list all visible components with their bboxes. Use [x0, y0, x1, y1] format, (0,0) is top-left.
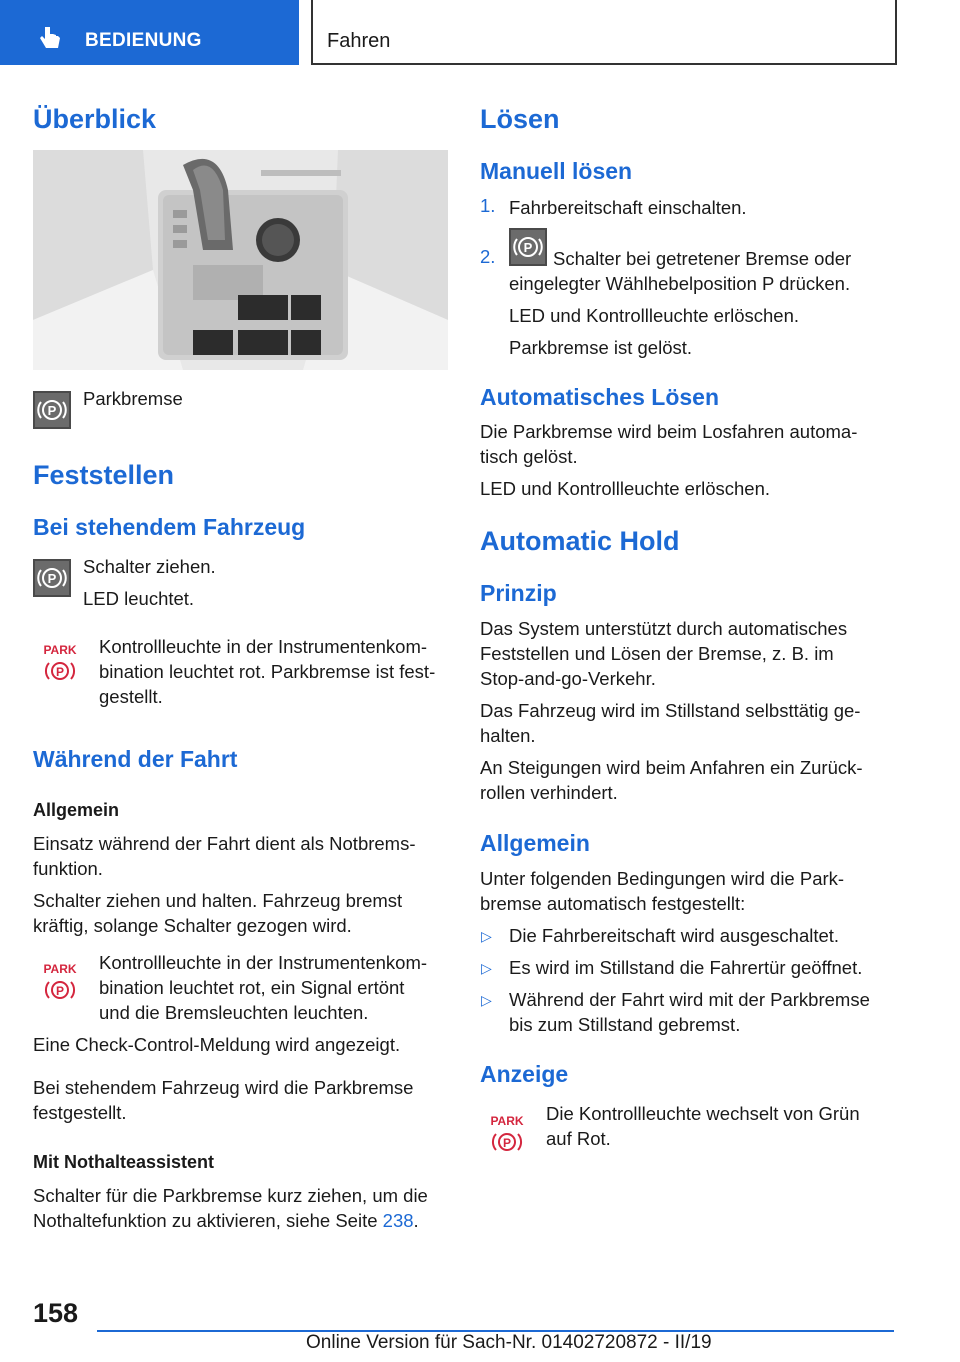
auto-loesen-heading: Automatisches Lösen: [480, 384, 719, 410]
schalter-line-1: Schalter ziehen und halten. Fahrzeug bremst: [33, 890, 403, 911]
step-1-number: 1.: [480, 195, 496, 216]
bullet-3-line-1: Während der Fahrt wird mit der Parkbremse: [509, 989, 870, 1010]
manuell-heading: Manuell lösen: [480, 158, 633, 184]
svg-text:PARK: PARK: [43, 643, 77, 657]
bullet-2: Es wird im Stillstand die Fahrertür geöffnet.: [509, 957, 863, 978]
chapter-label: Fahren: [327, 30, 391, 52]
bullet-marker: ▷: [481, 928, 492, 944]
svg-text:P: P: [523, 240, 533, 255]
svg-text:P: P: [55, 665, 65, 679]
allgemein-line-1: Unter folgenden Bedingungen wird die Park‐: [480, 868, 845, 889]
park-warning-light-icon: [487, 1114, 527, 1154]
anzeige-line-2: auf Rot.: [546, 1128, 611, 1149]
prinzip-line-1: Das System unterstützt durch automatisches: [480, 618, 848, 639]
bullet-marker: ▷: [481, 960, 492, 976]
anzeige-line-1: Die Kontrollleuchte wechselt von Grün: [546, 1103, 860, 1124]
parking-brake-button-icon: [509, 228, 547, 266]
bullet-marker: ▷: [481, 992, 492, 1008]
stehend-text-1: Schalter ziehen.: [83, 556, 216, 577]
kontroll-2-line-1: Kontrollleuchte in der Instrumentenkom‐: [99, 952, 428, 973]
svg-text:P: P: [47, 403, 57, 418]
einsatz-line-1: Einsatz während der Fahrt dient als Notbrems‐: [33, 833, 416, 854]
kontroll-1-line-3: gestellt.: [99, 686, 163, 707]
bullet-3-line-2: bis zum Stillstand gebremst.: [509, 1014, 741, 1035]
parkbremse-label: Parkbremse: [83, 388, 183, 409]
step-2-line-4: Parkbremse ist gelöst.: [509, 337, 693, 358]
prinzip-line-4: Das Fahrzeug wird im Stillstand selbsttätig ge‐: [480, 700, 861, 721]
schalter-line-2: kräftig, solange Schalter gezogen wird.: [33, 915, 352, 936]
park-warning-light-icon: [40, 643, 80, 683]
einsatz-line-2: funktion.: [33, 858, 103, 879]
stehend-fest-line-1: Bei stehendem Fahrzeug wird die Parkbremse: [33, 1077, 414, 1098]
online-version-text: Online Version für Sach-Nr. 01402720872 - II/19: [306, 1332, 712, 1353]
anzeige-heading: Anzeige: [480, 1061, 569, 1087]
nothalte-subheading: Mit Nothalteassistent: [33, 1152, 215, 1172]
ueberblick-heading: Überblick: [33, 104, 157, 134]
kontroll-2-line-2: bination leuchtet rot, ein Signal ertönt: [99, 977, 405, 998]
stehend-heading: Bei stehendem Fahrzeug: [33, 514, 306, 540]
auto-loesen-line-3: LED und Kontrollleuchte erlöschen.: [480, 478, 771, 499]
bullet-1: Die Fahrbereitschaft wird ausgeschaltet.: [509, 925, 840, 946]
hand-pointer-icon: [36, 24, 64, 52]
step-2-line-3: LED und Kontrollleuchte erlöschen.: [509, 305, 800, 326]
auto-loesen-line-1: Die Parkbremse wird beim Losfahren automa‐: [480, 421, 858, 442]
kontroll-1-line-2: bination leuchtet rot. Parkbremse ist fest‐: [99, 661, 436, 682]
kontroll-1-line-1: Kontrollleuchte in der Instrumentenkom‐: [99, 636, 428, 657]
prinzip-line-5: halten.: [480, 725, 536, 746]
autohold-heading: Automatic Hold: [480, 526, 680, 556]
section-tab: [0, 0, 299, 65]
svg-text:PARK: PARK: [490, 1114, 524, 1128]
nothalte-text: Nothaltefunktion zu aktivieren, siehe Seite: [33, 1210, 383, 1231]
allgemein-subheading-left: Allgemein: [33, 800, 120, 820]
feststellen-heading: Feststellen: [33, 460, 175, 490]
prinzip-line-3: Stop-and-go-Verkehr.: [480, 668, 656, 689]
allgemein-line-2: bremse automatisch festgestellt:: [480, 893, 746, 914]
step-1-text: Fahrbereitschaft einschalten.: [509, 197, 747, 218]
auto-loesen-line-2: tisch gelöst.: [480, 446, 578, 467]
chapter-header: [311, 0, 897, 65]
step-2-number: 2.: [480, 246, 496, 267]
allgemein-heading-right: Allgemein: [480, 830, 590, 856]
stehend-fest-line-2: festgestellt.: [33, 1102, 127, 1123]
parking-brake-button-icon: [33, 559, 71, 597]
svg-text:P: P: [55, 984, 65, 998]
nothalte-line-1: Schalter für die Parkbremse kurz ziehen, um die: [33, 1185, 428, 1206]
prinzip-line-7: rollen verhindert.: [480, 782, 618, 803]
page-238-link[interactable]: 238: [382, 1210, 414, 1231]
svg-text:P: P: [47, 571, 57, 586]
check-control-text: Eine Check-Control-Meldung wird angezeigt.: [33, 1034, 401, 1055]
step-2-line-1: Schalter bei getretener Bremse oder: [553, 248, 852, 269]
park-warning-light-icon: [40, 962, 80, 1002]
step-2-line-2: eingelegter Wählhebelposition P drücken.: [509, 273, 851, 294]
svg-text:P: P: [502, 1136, 512, 1150]
svg-text:PARK: PARK: [43, 962, 77, 976]
section-label: BEDIENUNG: [85, 30, 202, 51]
nothalte-period: .: [413, 1210, 419, 1231]
page-number: 158: [33, 1298, 79, 1328]
prinzip-heading: Prinzip: [480, 580, 557, 606]
fahrt-heading: Während der Fahrt: [33, 746, 238, 772]
loesen-heading: Lösen: [480, 104, 560, 134]
prinzip-line-6: An Steigungen wird beim Anfahren ein Zurück‐: [480, 757, 863, 778]
stehend-text-2: LED leuchtet.: [83, 588, 195, 609]
kontroll-2-line-3: und die Bremsleuchten leuchten.: [99, 1002, 369, 1023]
center-console-photo: [33, 150, 448, 370]
nothalte-line-2: [33, 1208, 419, 1233]
prinzip-line-2: Feststellen und Lösen der Bremse, z. B. im: [480, 643, 834, 664]
parking-brake-button-icon: [33, 391, 71, 429]
